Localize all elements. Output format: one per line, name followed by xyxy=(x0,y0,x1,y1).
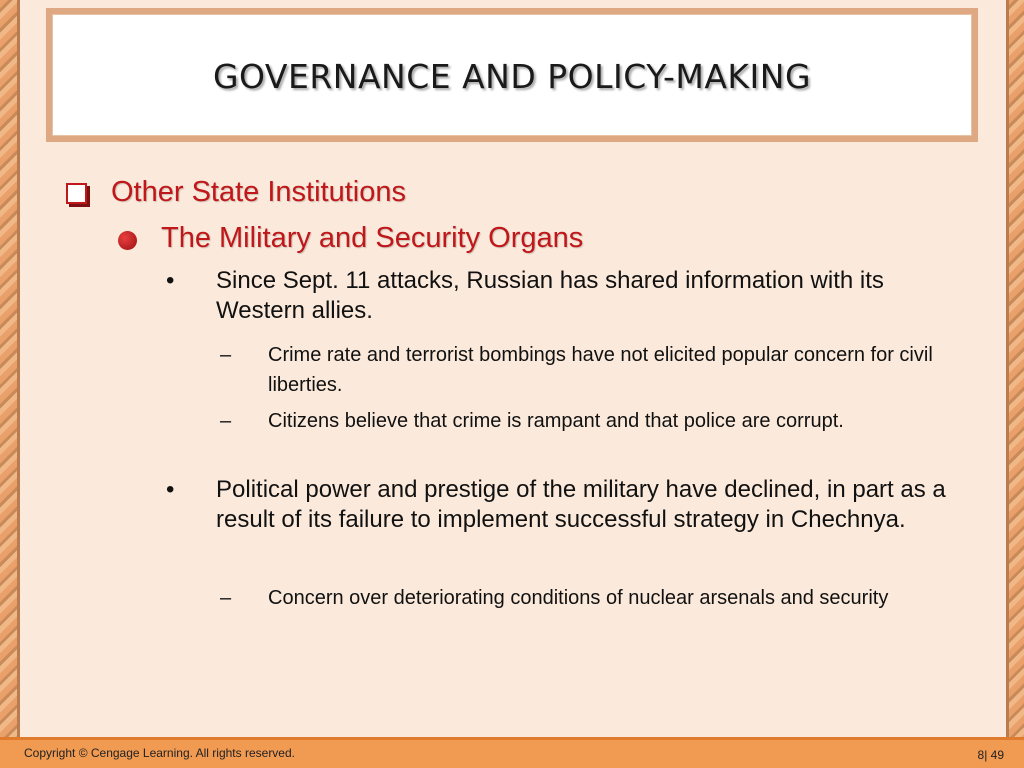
heading-level2 xyxy=(118,222,583,255)
sub-bullet-item xyxy=(220,583,940,613)
slide-title: GOVERNANCE AND POLICY-MAKING xyxy=(212,56,812,96)
dash-marker: – xyxy=(220,344,232,366)
dash-marker: – xyxy=(220,410,232,432)
slide xyxy=(20,0,1006,740)
heading-level1 xyxy=(66,176,406,209)
slide-content xyxy=(20,0,1006,740)
left-decorative-stripe xyxy=(0,0,20,740)
sub-bullet-text: Crime rate and terrorist bombings have not elicited popular concern for civil liberties. xyxy=(268,344,933,396)
right-decorative-stripe xyxy=(1006,0,1024,740)
copyright-text: Copyright © Cengage Learning. All rights reserved. xyxy=(24,746,295,760)
checkbox-square-icon xyxy=(66,183,87,204)
dash-marker: – xyxy=(220,587,232,609)
page-number: 8| 49 xyxy=(977,748,1004,762)
footer-bar xyxy=(0,737,1024,768)
heading-level2-text: The Military and Security Organs xyxy=(161,222,584,254)
sub-bullet-item xyxy=(220,406,940,436)
sub-bullet-text: Concern over deteriorating conditions of nuclear arsenals and security xyxy=(268,587,889,609)
bullet-item xyxy=(166,266,946,325)
bullet-marker: • xyxy=(166,267,175,294)
sub-bullet-text: Citizens believe that crime is rampant and that police are corrupt. xyxy=(268,410,844,432)
bullet-text: Political power and prestige of the military have declined, in part as a result of its failure to implement successful strategy in Chechnya. xyxy=(216,476,946,533)
bullet-item xyxy=(166,475,986,534)
bullet-marker: • xyxy=(166,476,175,503)
filled-circle-bullet-icon xyxy=(118,231,137,250)
bullet-text: Since Sept. 11 attacks, Russian has shared information with its Western allies. xyxy=(216,267,884,324)
heading-level1-text: Other State Institutions xyxy=(111,176,406,208)
sub-bullet-item xyxy=(220,340,940,400)
